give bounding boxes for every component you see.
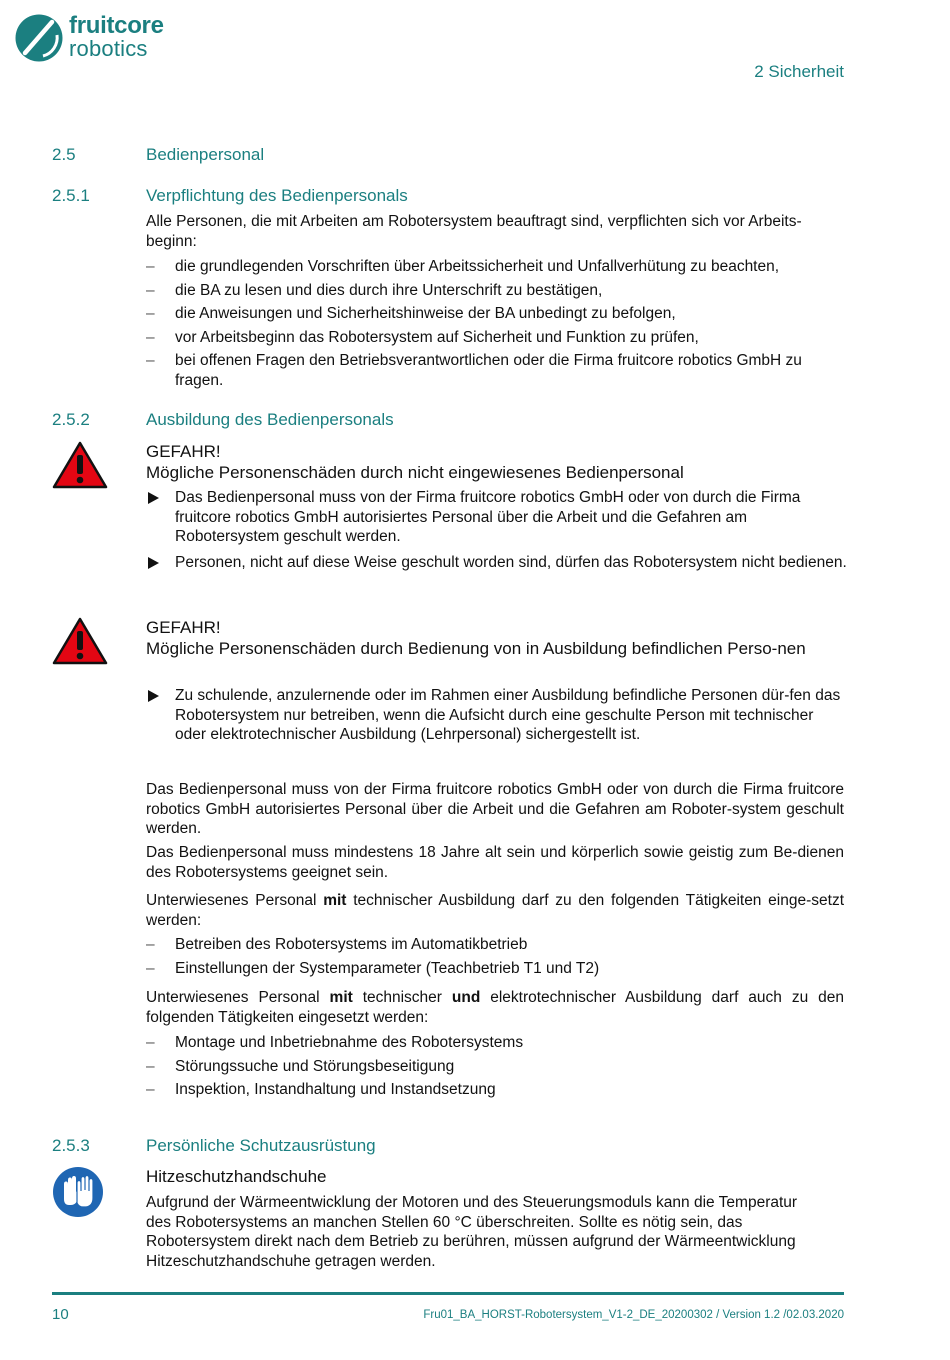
page-number: 10: [52, 1306, 69, 1323]
list-item: – Inspektion, Instandhaltung und Instandsetzung: [146, 1081, 496, 1098]
paragraph-heat-gloves: Aufgrund der Wärmeentwicklung der Motoren und des Steuerungsmoduls kann die Temperatur des Robotersystems an manchen Stellen 60 °C überschreiten. Sollte es nötig sein, das Robotersystem direkt nach dem Betrieb zu berühren, müssen aufgrund der Wärmeentwicklung Hitzeschutzhandschuhe getragen werden.: [146, 1194, 798, 1270]
warning-instructions: [146, 686, 846, 751]
list-item: Das Bedienpersonal muss von der Firma fruitcore robotics GmbH oder von durch die Firma fruitcore robotics GmbH autorisiertes Personal über die Arbeit und die Gefahren am Robotersystem geschult werden.: [146, 488, 847, 547]
arrow-bullet-icon: [148, 492, 159, 504]
list-item: – Montage und Inbetriebnahme des Robotersystems: [146, 1034, 524, 1051]
warning-title: Mögliche Personenschäden durch Bedienung von in Ausbildung befindlichen Perso-nen: [146, 639, 806, 658]
logo-word-fruitcore: fruitcore: [69, 12, 164, 39]
company-logo: [14, 13, 184, 65]
obligation-list: [146, 257, 846, 394]
warning-triangle-icon: [52, 616, 108, 666]
list-item: – Einstellungen der Systemparameter (Teachbetrieb T1 und T2): [146, 959, 600, 977]
ppe-subheading: Hitzeschutzhandschuhe: [146, 1167, 327, 1186]
arrow-bullet-icon: [148, 557, 159, 569]
list-item: – die BA zu lesen und dies durch ihre Unterschrift zu bestätigen,: [146, 281, 603, 299]
warning-instructions: [146, 488, 846, 578]
paragraph-training: Das Bedienpersonal muss von der Firma fruitcore robotics GmbH oder von durch die Firma fruitcore robotics GmbH autorisiertes Personal über die Arbeit und die Gefahren am Roboter-system geschult werden.: [146, 781, 844, 837]
footer-divider: [52, 1292, 844, 1295]
section-title: Bedienpersonal: [146, 145, 265, 164]
list-item: – vor Arbeitsbeginn das Robotersystem auf Sicherheit und Funktion zu prüfen,: [146, 328, 699, 346]
protective-gloves-icon: [52, 1166, 104, 1218]
section-number: 2.5.1: [52, 186, 90, 205]
warning-title: Mögliche Personenschäden durch nicht eingewiesenes Bedienpersonal: [146, 463, 684, 482]
list-item: Personen, nicht auf diese Weise geschult worden sind, dürfen das Robotersystem nicht bedienen.: [146, 553, 847, 573]
list-item: – bei offenen Fragen den Betriebsverantwortlichen oder die Firma fruitcore robotics GmbH zu fragen.: [146, 352, 802, 389]
section-title: Persönliche Schutzausrüstung: [146, 1136, 376, 1155]
chapter-title: 2 Sicherheit: [754, 62, 844, 81]
warning-triangle-icon: [52, 440, 108, 490]
section-number: 2.5.3: [52, 1136, 90, 1155]
section-title: Verpflichtung des Bedienpersonals: [146, 186, 408, 205]
section-title: Ausbildung des Bedienpersonals: [146, 410, 394, 429]
electrotechnical-tasks-list: [146, 1033, 846, 1104]
list-item: – die grundlegenden Vorschriften über Arbeitssicherheit und Unfallverhütung zu beachten,: [146, 258, 780, 275]
section-heading-2-5-1: [52, 186, 408, 206]
section-number: 2.5.2: [52, 410, 90, 429]
section-heading-2-5: [52, 145, 264, 165]
section-number: 2.5: [52, 145, 76, 164]
warning-label: GEFAHR!: [146, 442, 221, 461]
paragraph-electrotechnical-staff: Unterwiesenes Personal mit technischer und elektrotechnischer Ausbildung darf auch zu den folgenden Tätigkeiten eingesetzt werden:: [146, 989, 844, 1026]
list-item: – Störungssuche und Störungsbeseitigung: [146, 1057, 455, 1075]
document-identifier: Fru01_BA_HORST-Robotersystem_V1-2_DE_20200302 / Version 1.2 /02.03.2020: [423, 1309, 844, 1321]
arrow-bullet-icon: [148, 690, 159, 702]
list-item: Zu schulende, anzulernende oder im Rahmen einer Ausbildung befindliche Personen dür-fen das Robotersystem nur betreiben, wenn die Aufsicht durch eine geschulte Person mit technischer oder elektrotechnischer Ausbildung (Lehrpersonal) sichergestellt ist.: [146, 686, 847, 745]
list-item: – die Anweisungen und Sicherheitshinweise der BA unbedingt zu befolgen,: [146, 305, 676, 322]
logo-word-robotics: robotics: [69, 36, 148, 61]
warning-label: GEFAHR!: [146, 618, 221, 637]
paragraph-obligation-intro: Alle Personen, die mit Arbeiten am Robotersystem beauftragt sind, verpflichten sich vor Arbeits-beginn:: [146, 213, 802, 250]
paragraph-technical-staff: Unterwiesenes Personal mit technischer Ausbildung darf zu den folgenden Tätigkeiten einge-setzt werden:: [146, 892, 845, 929]
section-heading-2-5-2: [52, 410, 394, 430]
paragraph-age-requirement: Das Bedienpersonal muss mindestens 18 Jahre alt sein und körperlich sowie geistig zum Be-dienen des Robotersystems geeignet sein.: [146, 844, 844, 881]
technical-tasks-list: [146, 935, 846, 982]
fruitcore-logo-icon: [14, 13, 64, 63]
section-heading-2-5-3: [52, 1136, 376, 1156]
list-item: – Betreiben des Robotersystems im Automatikbetrieb: [146, 936, 528, 953]
